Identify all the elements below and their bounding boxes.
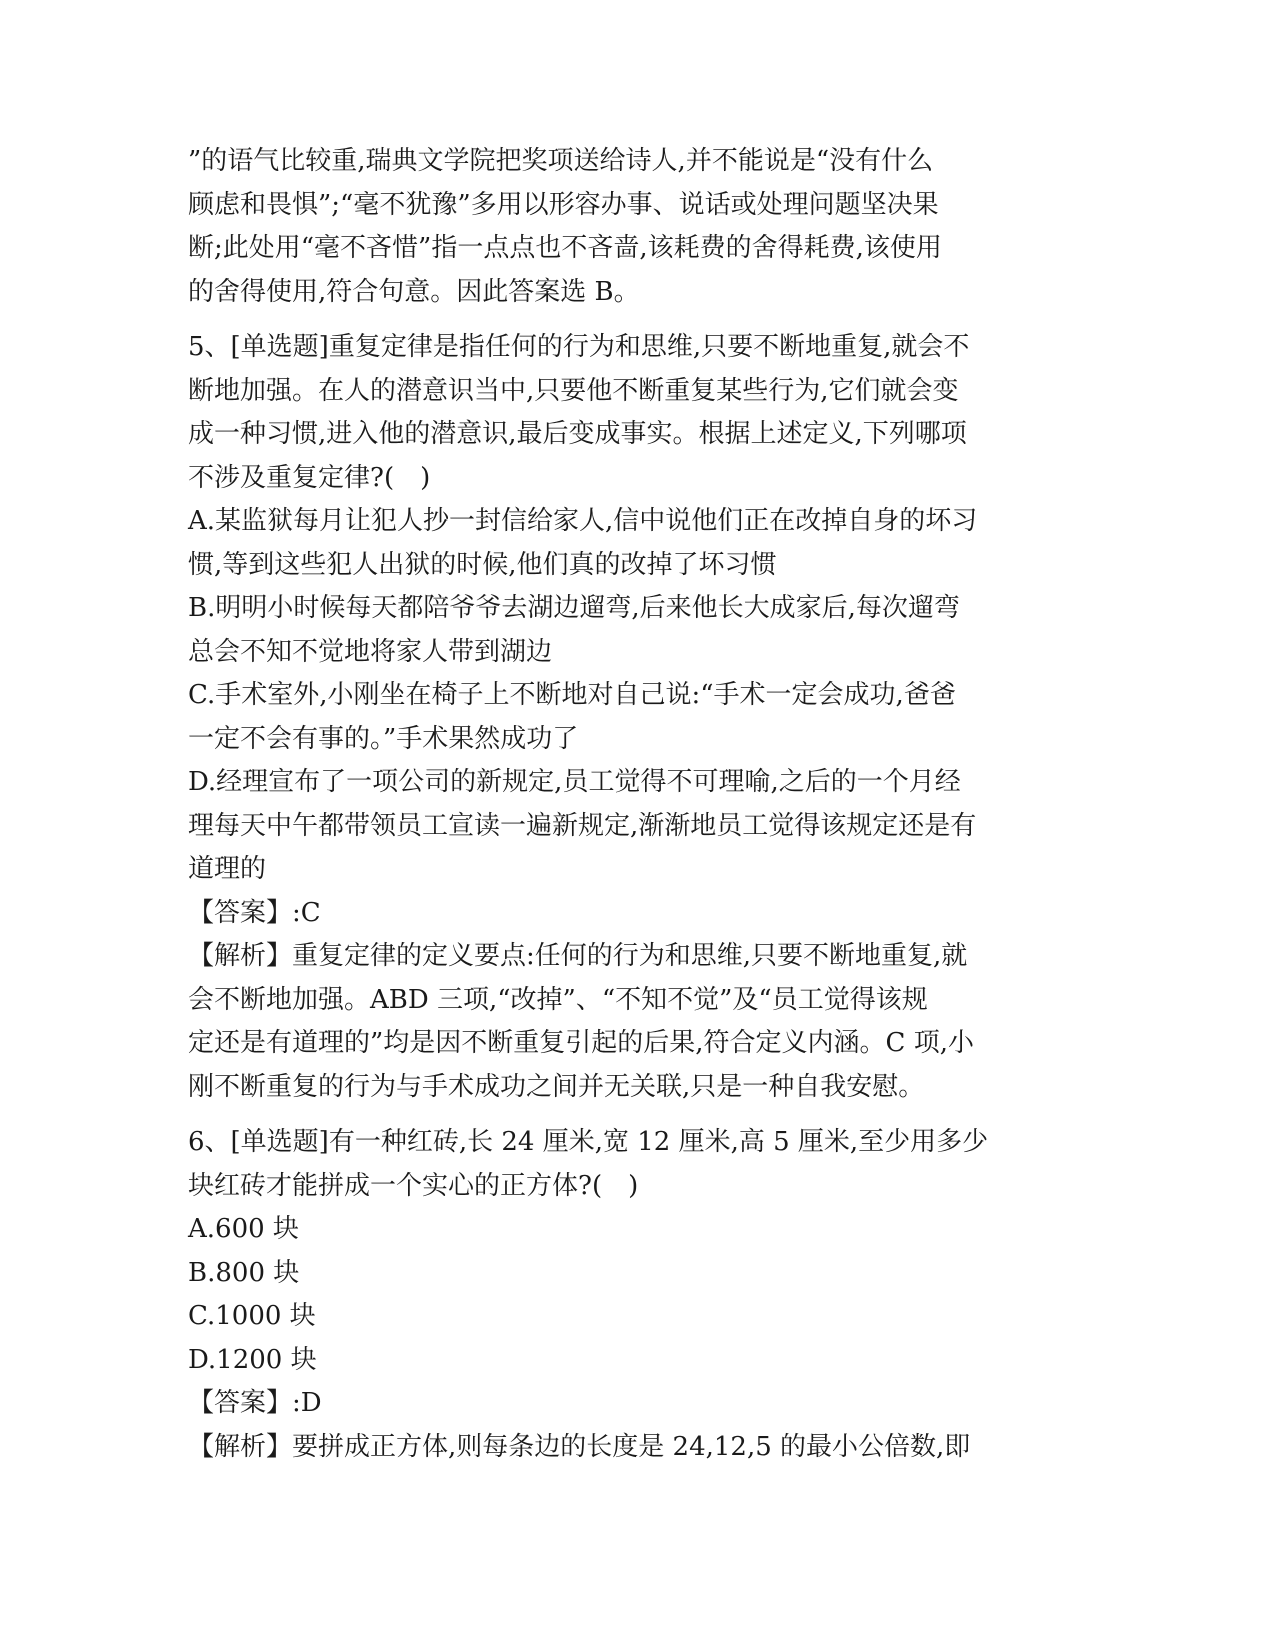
text-line: 顾虑和畏惧”;“毫不犹豫”多用以形容办事、说话或处理问题坚决果: [188, 189, 939, 220]
question-5: [188, 326, 1088, 1109]
text-line: 6、[单选题]有一种红砖,长 24 厘米,宽 12 厘米,高 5 厘米,至少用多少: [188, 1127, 989, 1157]
previous-question-explanation: [188, 140, 1088, 314]
text-line: C.手术室外,小刚坐在椅子上不断地对自己说:“手术一定会成功,爸爸: [188, 680, 956, 710]
text-line: 成一种习惯,进入他的潜意识,最后变成事实。根据上述定义,下列哪项: [188, 419, 967, 449]
text-line: 【解析】重复定律的定义要点:任何的行为和思维,只要不断地重复,就: [188, 941, 968, 971]
question-6: [188, 1121, 1088, 1469]
text-line: 的舍得使用,符合句意。因此答案选 B。: [188, 276, 640, 307]
document-content: [188, 140, 1088, 1469]
paragraph-gap: [188, 314, 1088, 326]
question-5-answer: 【答案】:C: [188, 897, 321, 928]
question-6-answer: 【答案】:D: [188, 1388, 322, 1418]
text-line: 惯,等到这些犯人出狱的时候,他们真的改掉了坏习惯: [188, 549, 777, 580]
question-5-option-c: [188, 674, 1088, 761]
text-line: A.某监狱每月让犯人抄一封信给家人,信中说他们正在改掉自身的坏习: [188, 506, 978, 536]
question-5-option-d: [188, 761, 1088, 892]
paragraph-gap: [188, 1109, 1088, 1121]
question-6-analysis: 【解析】要拼成正方体,则每条边的长度是 24,12,5 的最小公倍数,即: [188, 1431, 971, 1462]
text-line: 会不断地加强。ABD 三项,“改掉”、“不知不觉”及“员工觉得该规: [188, 984, 928, 1015]
question-6-stem: [188, 1121, 1088, 1208]
text-line: 不涉及重复定律?( ): [188, 462, 431, 493]
text-line: 刚不断重复的行为与手术成功之间并无关联,只是一种自我安慰。: [188, 1071, 925, 1102]
question-6-option-a: A.600 块: [188, 1214, 299, 1244]
text-line: B.明明小时候每天都陪爷爷去湖边遛弯,后来他长大成家后,每次遛弯: [188, 593, 960, 623]
text-line: 定还是有道理的”均是因不断重复引起的后果,符合定义内涵。C 项,小: [188, 1028, 974, 1058]
text-line: 总会不知不觉地将家人带到湖边: [188, 636, 553, 667]
text-line: D.经理宣布了一项公司的新规定,员工觉得不可理喻,之后的一个月经: [188, 767, 961, 797]
question-5-stem: [188, 326, 1088, 500]
text-line: 断地加强。在人的潜意识当中,只要他不断重复某些行为,它们就会变: [188, 375, 959, 406]
text-line: 断;此处用“毫不吝惜”指一点点也不吝啬,该耗费的舍得耗费,该使用: [188, 233, 942, 263]
question-5-option-b: [188, 587, 1088, 674]
question-6-option-d: D.1200 块: [188, 1344, 317, 1375]
question-5-analysis: [188, 935, 1088, 1109]
question-6-option-b: B.800 块: [188, 1257, 300, 1288]
text-line: 道理的: [188, 854, 267, 884]
question-6-option-c: C.1000 块: [188, 1301, 316, 1331]
text-line: 5、[单选题]重复定律是指任何的行为和思维,只要不断地重复,就会不: [188, 332, 970, 362]
text-line: 一定不会有事的。”手术果然成功了: [188, 723, 579, 754]
text-line: ”的语气比较重,瑞典文学院把奖项送给诗人,并不能说是“没有什么: [188, 146, 934, 176]
text-line: 理每天中午都带领员工宣读一遍新规定,渐渐地员工觉得该规定还是有: [188, 810, 977, 841]
text-line: 块红砖才能拼成一个实心的正方体?( ): [188, 1170, 639, 1201]
question-5-option-a: [188, 500, 1088, 587]
